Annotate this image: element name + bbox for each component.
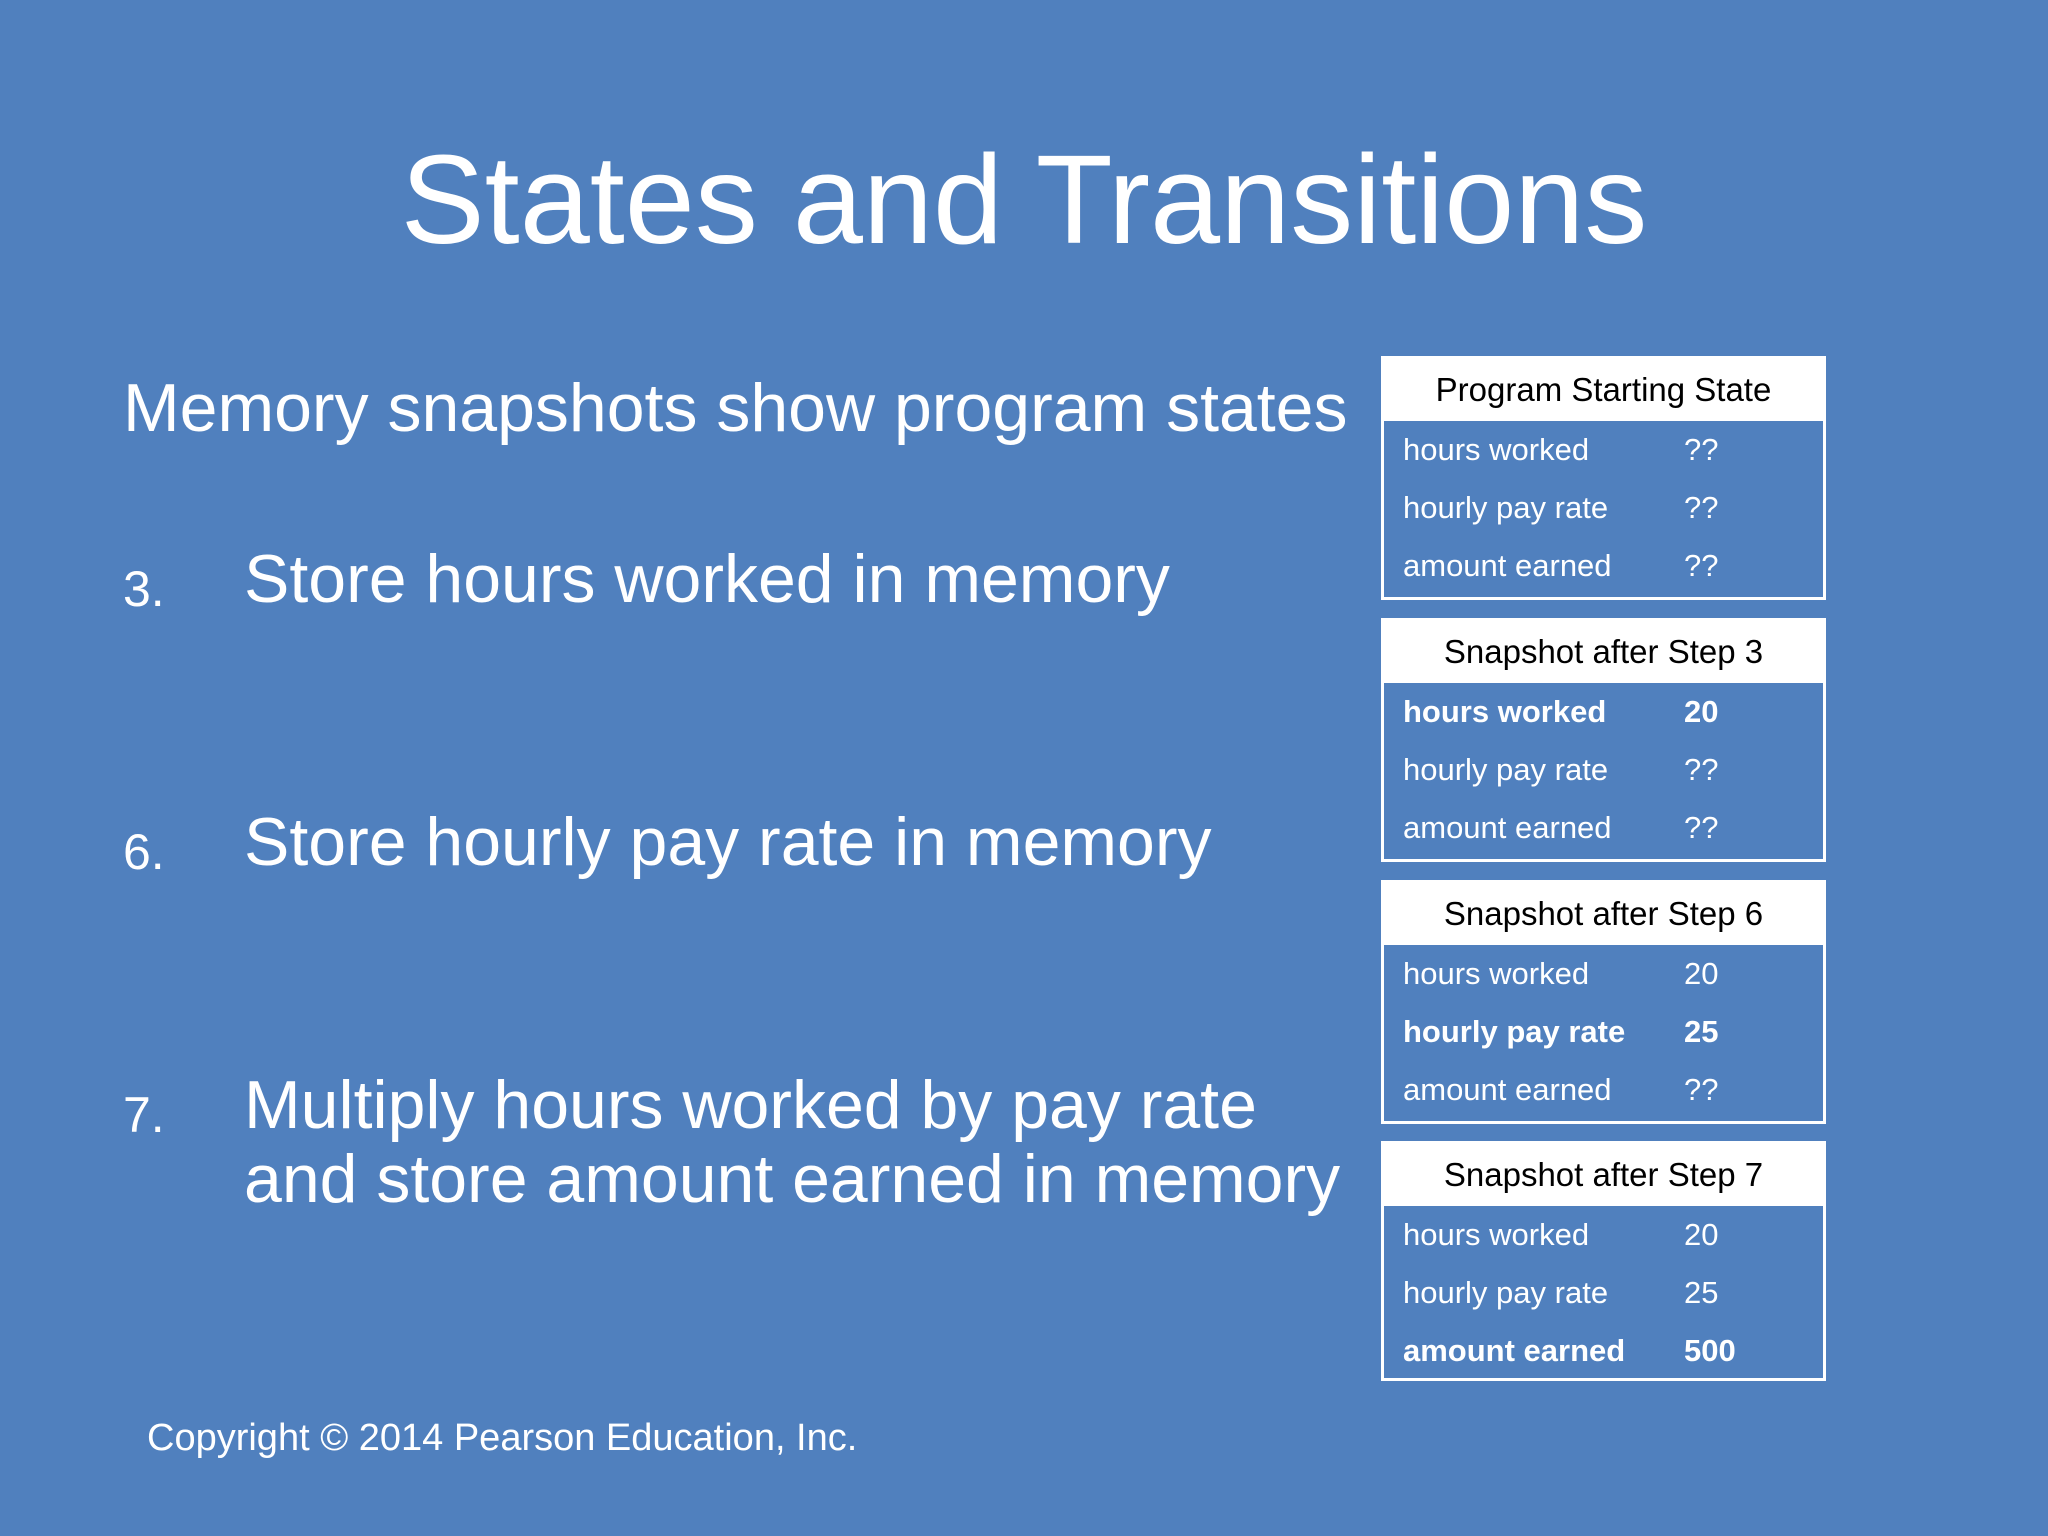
snapshot-after-step-7 [1381, 1141, 1826, 1381]
snapshot-value: ?? [1684, 432, 1719, 467]
slide-title: States and Transitions [400, 129, 1648, 270]
step-text-line: and store amount earned in memory [244, 1141, 1341, 1217]
step-text [244, 1068, 1340, 1216]
snapshot-value: 20 [1684, 1217, 1719, 1252]
snapshot-row [1384, 799, 1823, 857]
snapshot-value: ?? [1684, 548, 1719, 583]
snapshot-row [1384, 421, 1823, 479]
snapshot-value: ?? [1684, 810, 1719, 845]
snapshot-value: ?? [1684, 1072, 1719, 1107]
snapshot-header: Snapshot after Step 6 [1384, 883, 1823, 945]
step-number: 7. [123, 1087, 165, 1143]
snapshot-label: hours worked [1403, 432, 1590, 467]
snapshot-after-step-3 [1381, 618, 1826, 862]
snapshot-header: Snapshot after Step 7 [1384, 1144, 1823, 1206]
snapshot-label: hours worked [1403, 1217, 1590, 1252]
step-text-line: Store hourly pay rate in memory [244, 804, 1212, 880]
snapshot-label: hourly pay rate [1403, 1275, 1609, 1310]
snapshot-value: ?? [1684, 490, 1719, 525]
snapshot-row [1384, 1003, 1823, 1061]
step-text-line: Multiply hours worked by pay rate [244, 1067, 1257, 1143]
copyright-notice: Copyright © 2014 Pearson Education, Inc. [147, 1417, 858, 1459]
snapshot-row [1384, 537, 1823, 595]
snapshot-header: Snapshot after Step 3 [1384, 621, 1823, 683]
snapshot-value: ?? [1684, 752, 1719, 787]
snapshot-label: amount earned [1403, 810, 1612, 845]
snapshot-label: amount earned [1403, 548, 1612, 583]
snapshot-label: hours worked [1403, 694, 1607, 729]
snapshot-label: hourly pay rate [1403, 1014, 1626, 1049]
snapshot-header: Program Starting State [1384, 359, 1823, 421]
snapshot-value: 20 [1684, 956, 1719, 991]
snapshot-value: 20 [1684, 694, 1719, 729]
snapshot-starting-state [1381, 356, 1826, 600]
slide-subtitle: Memory snapshots show program states [123, 370, 1348, 446]
snapshot-row [1384, 741, 1823, 799]
snapshot-row [1384, 945, 1823, 1003]
snapshot-row [1384, 683, 1823, 741]
snapshot-label: hourly pay rate [1403, 490, 1609, 525]
snapshot-label: hours worked [1403, 956, 1590, 991]
step-number: 3. [123, 561, 165, 617]
step-text-line: Store hours worked in memory [244, 541, 1170, 617]
snapshot-value: 500 [1684, 1333, 1736, 1368]
snapshot-row [1384, 1061, 1823, 1119]
step-number: 6. [123, 824, 165, 880]
snapshot-row [1384, 1206, 1823, 1264]
step-text [244, 805, 1212, 879]
snapshot-label: amount earned [1403, 1333, 1626, 1368]
snapshot-after-step-6 [1381, 880, 1826, 1124]
step-text [244, 542, 1170, 616]
snapshot-value: 25 [1684, 1014, 1719, 1049]
snapshot-label: amount earned [1403, 1072, 1612, 1107]
snapshot-row [1384, 1264, 1823, 1322]
snapshot-value: 25 [1684, 1275, 1719, 1310]
snapshot-row [1384, 479, 1823, 537]
snapshot-label: hourly pay rate [1403, 752, 1609, 787]
snapshot-row [1384, 1322, 1823, 1380]
